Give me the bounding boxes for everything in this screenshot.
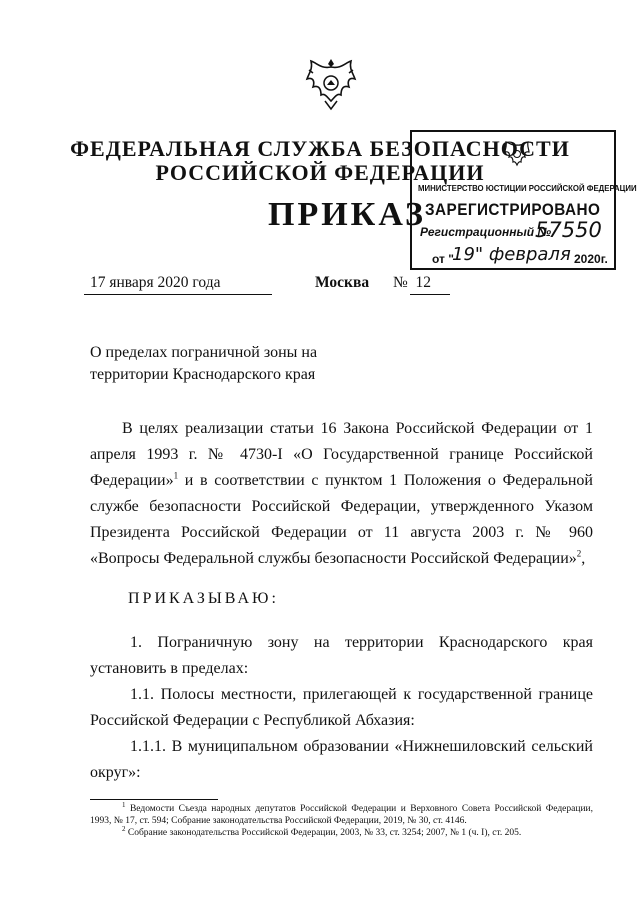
footnote-1-text: Ведомости Съезда народных депутатов Российской Федерации и Верховного Совета Российской Федерации, 1993, № 17, ст. 594; Собрание законодательства Российской Федерации, 2019, № 30, ст. 4146. — [90, 804, 593, 826]
preamble-text-c: , — [581, 550, 586, 567]
clause-1-1-1: 1.1.1. В муниципальном образовании «Нижнешиловский сельский округ»: — [90, 738, 593, 781]
footnote-1 — [90, 800, 593, 827]
document-type-title: ПРИКАЗ — [268, 196, 426, 233]
stamp-reg-number: 57550 — [535, 218, 602, 242]
subject-line1: О пределах пограничной зоны на — [90, 344, 318, 361]
stamp-ministry-text: МИНИСТЕРСТВО ЮСТИЦИИ РОССИЙСКОЙ ФЕДЕРАЦИИ — [418, 183, 637, 193]
footnote-ref-2: 2 — [576, 548, 582, 559]
stamp-registered-text: ЗАРЕГИСТРИРОВАНО — [425, 200, 601, 219]
stamp-emblem-icon — [503, 139, 531, 171]
stamp-date-label: от " — [432, 252, 454, 266]
order-subject — [90, 342, 317, 386]
stamp-date-handwritten: 19" февраля — [452, 244, 571, 265]
organization-name-line1: ФЕДЕРАЛЬНАЯ СЛУЖБА БЕЗОПАСНОСТИ — [70, 136, 570, 161]
clause-1: 1. Пограничную зону на территории Краснодарского края установить в пределах: — [90, 634, 593, 677]
stamp-reg-number-label: Регистрационный № — [420, 225, 552, 239]
order-number — [393, 274, 431, 292]
order-number-label: № — [393, 274, 408, 291]
footnote-1-mark: 1 — [122, 800, 126, 809]
footnote-2-mark: 2 — [122, 824, 126, 833]
order-number-value: 12 — [415, 274, 432, 291]
clause-1-1: 1.1. Полосы местности, прилегающей к государственной границе Российской Федерации с Республикой Абхазия: — [90, 686, 593, 729]
order-city: Москва — [315, 274, 370, 291]
subject-line2: территории Краснодарского края — [90, 366, 316, 383]
coat-of-arms-emblem — [303, 55, 359, 115]
preamble-paragraph — [90, 416, 593, 572]
date-underline — [84, 294, 272, 295]
footnote-ref-1: 1 — [173, 470, 179, 481]
footnote-2-text: Собрание законодательства Российской Федерации, 2003, № 33, ст. 3254; 2007, № 1 (ч. I), ст. 205. — [125, 828, 522, 838]
order-date: 17 января 2020 года — [90, 274, 221, 291]
footnote-separator — [90, 799, 218, 800]
preamble-text-b: и в соответствии с пунктом 1 Положения о Федеральной службе безопасности Российской Федерации, утвержденного Указом Президента Российской Федерации от 11 августа 2003 г. № 960 «Вопросы Федеральной службы безопасности Российской Федерации» — [90, 472, 593, 567]
stamp-year: 2020г. — [574, 252, 608, 266]
footnote-2 — [90, 824, 593, 839]
organization-name-line2: РОССИЙСКОЙ ФЕДЕРАЦИИ — [155, 160, 485, 185]
footnotes — [90, 800, 593, 839]
preamble-text-a: В целях реализации статьи 16 Закона Российской Федерации от 1 апреля 1993 г. № 4730-I «О Государственной границе Российской Федерации» — [90, 420, 593, 489]
order-word: ПРИКАЗЫВАЮ: — [128, 590, 279, 607]
number-underline — [410, 294, 450, 295]
